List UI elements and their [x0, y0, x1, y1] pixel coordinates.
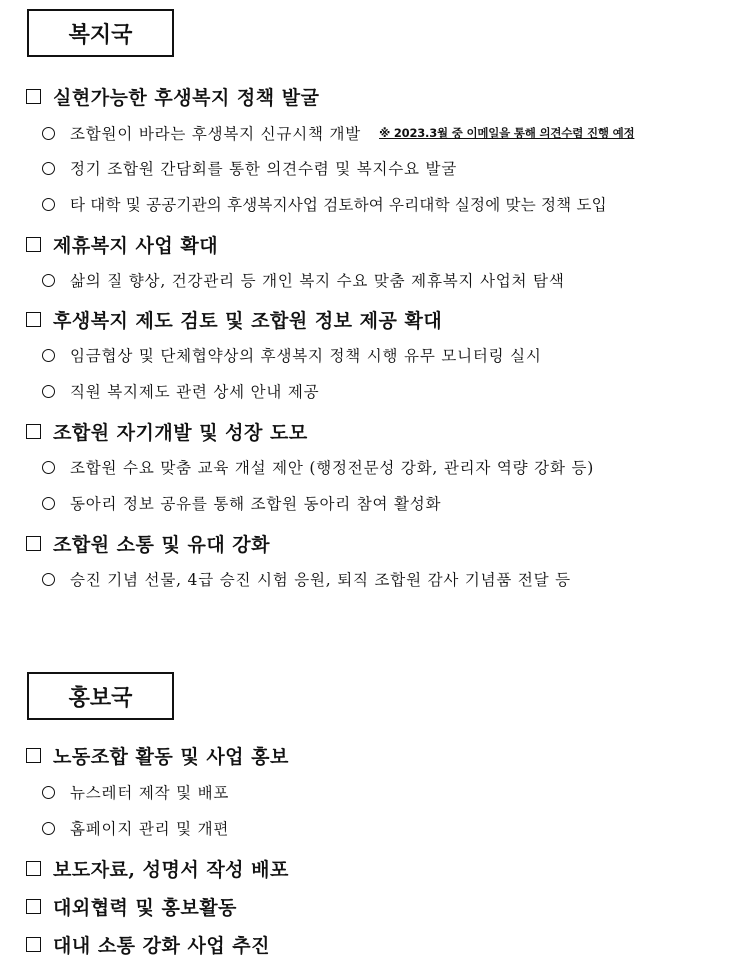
- circle-bullet-icon: [42, 786, 55, 799]
- welfare-item-4-1: [42, 456, 594, 478]
- item-text: 임금협상 및 단체협약상의 후생복지 정책 시행 유무 모니터링 실시: [70, 347, 542, 365]
- circle-bullet-icon: [42, 349, 55, 362]
- welfare-heading-5: [26, 530, 270, 557]
- item-text: 타 대학 및 공공기관의 후생복지사업 검토하여 우리대학 실정에 맞는 정책 도입: [70, 196, 607, 214]
- item-text: 직원 복지제도 관련 상세 안내 제공: [70, 383, 320, 401]
- heading-text: 노동조합 활동 및 사업 홍보: [53, 746, 289, 768]
- circle-bullet-icon: [42, 573, 55, 586]
- welfare-item-1-3: [42, 193, 607, 215]
- welfare-item-3-1: [42, 344, 542, 366]
- welfare-heading-3: [26, 306, 442, 333]
- pr-heading-3: [26, 893, 237, 920]
- circle-bullet-icon: [42, 162, 55, 175]
- circle-bullet-icon: [42, 127, 55, 140]
- item-text: 홈페이지 관리 및 개편: [70, 820, 230, 838]
- circle-bullet-icon: [42, 497, 55, 510]
- welfare-item-2-1: [42, 269, 565, 291]
- welfare-item-4-2: [42, 492, 441, 514]
- checkbox-square-icon: [26, 899, 41, 914]
- welfare-item-1-1: [42, 122, 634, 144]
- welfare-heading-1: [26, 83, 319, 110]
- welfare-item-3-2: [42, 380, 319, 402]
- item-text: 승진 기념 선물, 4급 승진 시험 응원, 퇴직 조합원 감사 기념품 전달 등: [70, 571, 571, 589]
- heading-text: 제휴복지 사업 확대: [53, 235, 219, 257]
- welfare-heading-4: [26, 418, 308, 445]
- welfare-item-1-2: [42, 157, 457, 179]
- checkbox-square-icon: [26, 312, 41, 327]
- item-text: 조합원이 바라는 후생복지 신규시책 개발: [70, 125, 362, 143]
- pr-heading-4: [26, 931, 270, 958]
- checkbox-square-icon: [26, 424, 41, 439]
- checkbox-square-icon: [26, 89, 41, 104]
- checkbox-square-icon: [26, 536, 41, 551]
- heading-text: 대내 소통 강화 사업 추진: [53, 935, 270, 957]
- pr-heading-2: [26, 855, 289, 882]
- circle-bullet-icon: [42, 822, 55, 835]
- welfare-title-box: [27, 9, 174, 57]
- heading-text: 조합원 소통 및 유대 강화: [53, 534, 270, 556]
- welfare-heading-2: [26, 231, 218, 258]
- checkbox-square-icon: [26, 937, 41, 952]
- item-note: ※ 2023.3월 중 이메일을 통해 의견수렴 진행 예정: [379, 126, 635, 140]
- pr-heading-1: [26, 742, 289, 769]
- pr-title-box: [27, 672, 174, 720]
- checkbox-square-icon: [26, 237, 41, 252]
- welfare-item-5-1: [42, 568, 571, 590]
- circle-bullet-icon: [42, 198, 55, 211]
- item-text: 동아리 정보 공유를 통해 조합원 동아리 참여 활성화: [70, 495, 442, 513]
- checkbox-square-icon: [26, 861, 41, 876]
- heading-text: 실현가능한 후생복지 정책 발굴: [53, 87, 320, 109]
- heading-text: 조합원 자기개발 및 성장 도모: [53, 422, 308, 444]
- welfare-title: 복지국: [68, 22, 133, 48]
- circle-bullet-icon: [42, 274, 55, 287]
- heading-text: 대외협력 및 홍보활동: [53, 897, 237, 919]
- item-text: 정기 조합원 간담회를 통한 의견수렴 및 복지수요 발굴: [70, 160, 458, 178]
- circle-bullet-icon: [42, 461, 55, 474]
- item-text: 삶의 질 향상, 건강관리 등 개인 복지 수요 맞춤 제휴복지 사업처 탐색: [70, 272, 565, 290]
- pr-item-1-1: [42, 781, 229, 803]
- pr-item-1-2: [42, 817, 229, 839]
- pr-title: 홍보국: [68, 685, 133, 711]
- circle-bullet-icon: [42, 385, 55, 398]
- heading-text: 후생복지 제도 검토 및 조합원 정보 제공 확대: [53, 310, 443, 332]
- heading-text: 보도자료, 성명서 작성 배포: [53, 859, 289, 881]
- item-text: 뉴스레터 제작 및 배포: [70, 784, 230, 802]
- item-text: 조합원 수요 맞춤 교육 개설 제안 (행정전문성 강화, 관리자 역량 강화 등): [70, 459, 595, 477]
- checkbox-square-icon: [26, 748, 41, 763]
